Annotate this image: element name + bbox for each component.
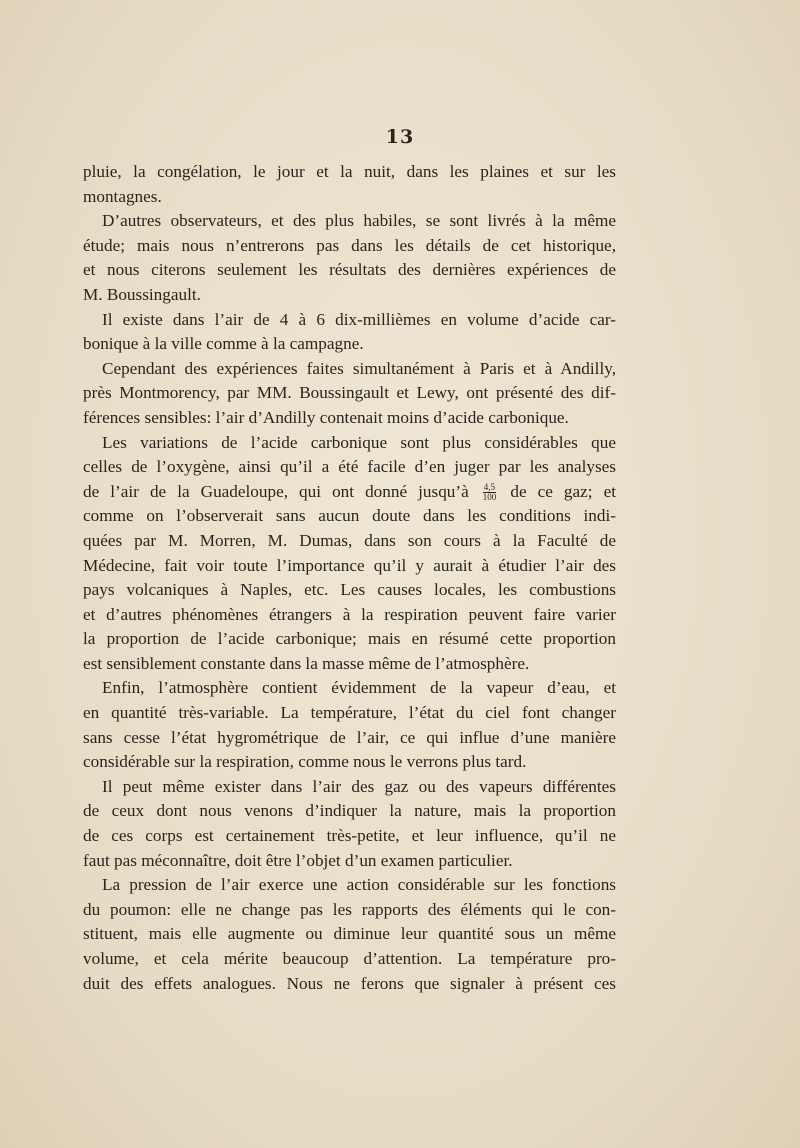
text-line: stituent, mais elle augmente ou diminue leur quantité sous un même [83,924,616,944]
text-line: faut pas méconnaître, doit être l’objet d’un examen particulier. [83,850,513,870]
text-line: de ceux dont nous venons d’indiquer la nature, mais la proportion [83,801,616,821]
fraction-numerator: 4,5 [483,482,496,493]
text-line: et nous citerons seulement les résultats des dernières expériences de [83,260,616,280]
text-line: M. Boussingault. [83,284,201,304]
text-line: Il peut même exister dans l’air des gaz ou des vapeurs différentes [102,776,616,796]
text-line [83,480,616,505]
text-line: du poumon: elle ne change pas les rapports des éléments qui le con- [83,899,616,919]
text-segment: de l’air de la Guadeloupe, qui ont donné jusqu’à [83,481,480,501]
text-line: Les variations de l’acide carbonique sont plus considérables que [102,432,616,452]
text-line: Il existe dans l’air de 4 à 6 dix-millièmes en volume d’acide car- [102,309,616,329]
text-line: La pression de l’air exerce une action considérable sur les fonctions [102,875,616,895]
text-line: volume, et cela mérite beaucoup d’attention. La température pro- [83,949,616,968]
text-segment: de ce gaz; et [499,481,617,501]
text-line: près Montmorency, par MM. Boussingault et Lewy, ont présenté des dif- [83,383,616,403]
text-line: en quantité très-variable. La température, l’état du ciel font changer [83,703,616,723]
body-text [83,160,616,996]
text-line: sans cesse l’état hygrométrique de l’air, ce qui influe d’une manière [83,727,616,747]
fraction-denominator: 100 [482,492,497,503]
text-line: comme on l’observerait sans aucun doute dans les conditions indi- [83,506,616,526]
fraction [483,483,497,502]
text-line: celles de l’oxygène, ainsi qu’il a été facile d’en juger par les analyses [83,457,616,477]
text-line: Enfin, l’atmosphère contient évidemment de la vapeur d’eau, et [102,678,616,698]
text-line: pluie, la congélation, le jour et la nuit, dans les plaines et sur les [83,162,616,181]
text-line: duit des effets analogues. Nous ne ferons que signaler à présent ces [83,973,616,993]
text-line: et d’autres phénomènes étrangers à la respiration peuvent faire varier [83,604,616,624]
text-line: bonique à la ville comme à la campagne. [83,334,364,354]
text-line: considérable sur la respiration, comme nous le verrons plus tard. [83,752,527,772]
text-line: férences sensibles: l’air d’Andilly contenait moins d’acide carbonique. [83,407,569,427]
text-line: de ces corps est certainement très-petite, et leur influence, qu’il ne [83,826,616,846]
text-line: montagnes. [83,186,162,206]
page-number: 13 [385,126,415,148]
text-line: étude; mais nous n’entrerons pas dans les détails de cet historique, [83,235,616,255]
text-line: est sensiblement constante dans la masse même de l’atmosphère. [83,653,530,673]
text-line: quées par M. Morren, M. Dumas, dans son cours à la Faculté de [83,530,616,550]
text-line: D’autres observateurs, et des plus habiles, se sont livrés à la même [102,211,616,231]
text-line: Médecine, fait voir toute l’importance qu’il y aurait à étudier l’air des [83,555,616,575]
text-line: pays volcaniques à Naples, etc. Les causes locales, les combustions [83,580,616,600]
text-line: la proportion de l’acide carbonique; mais en résumé cette proportion [83,629,616,649]
text-line: Cependant des expériences faites simultanément à Paris et à Andilly, [102,358,616,378]
